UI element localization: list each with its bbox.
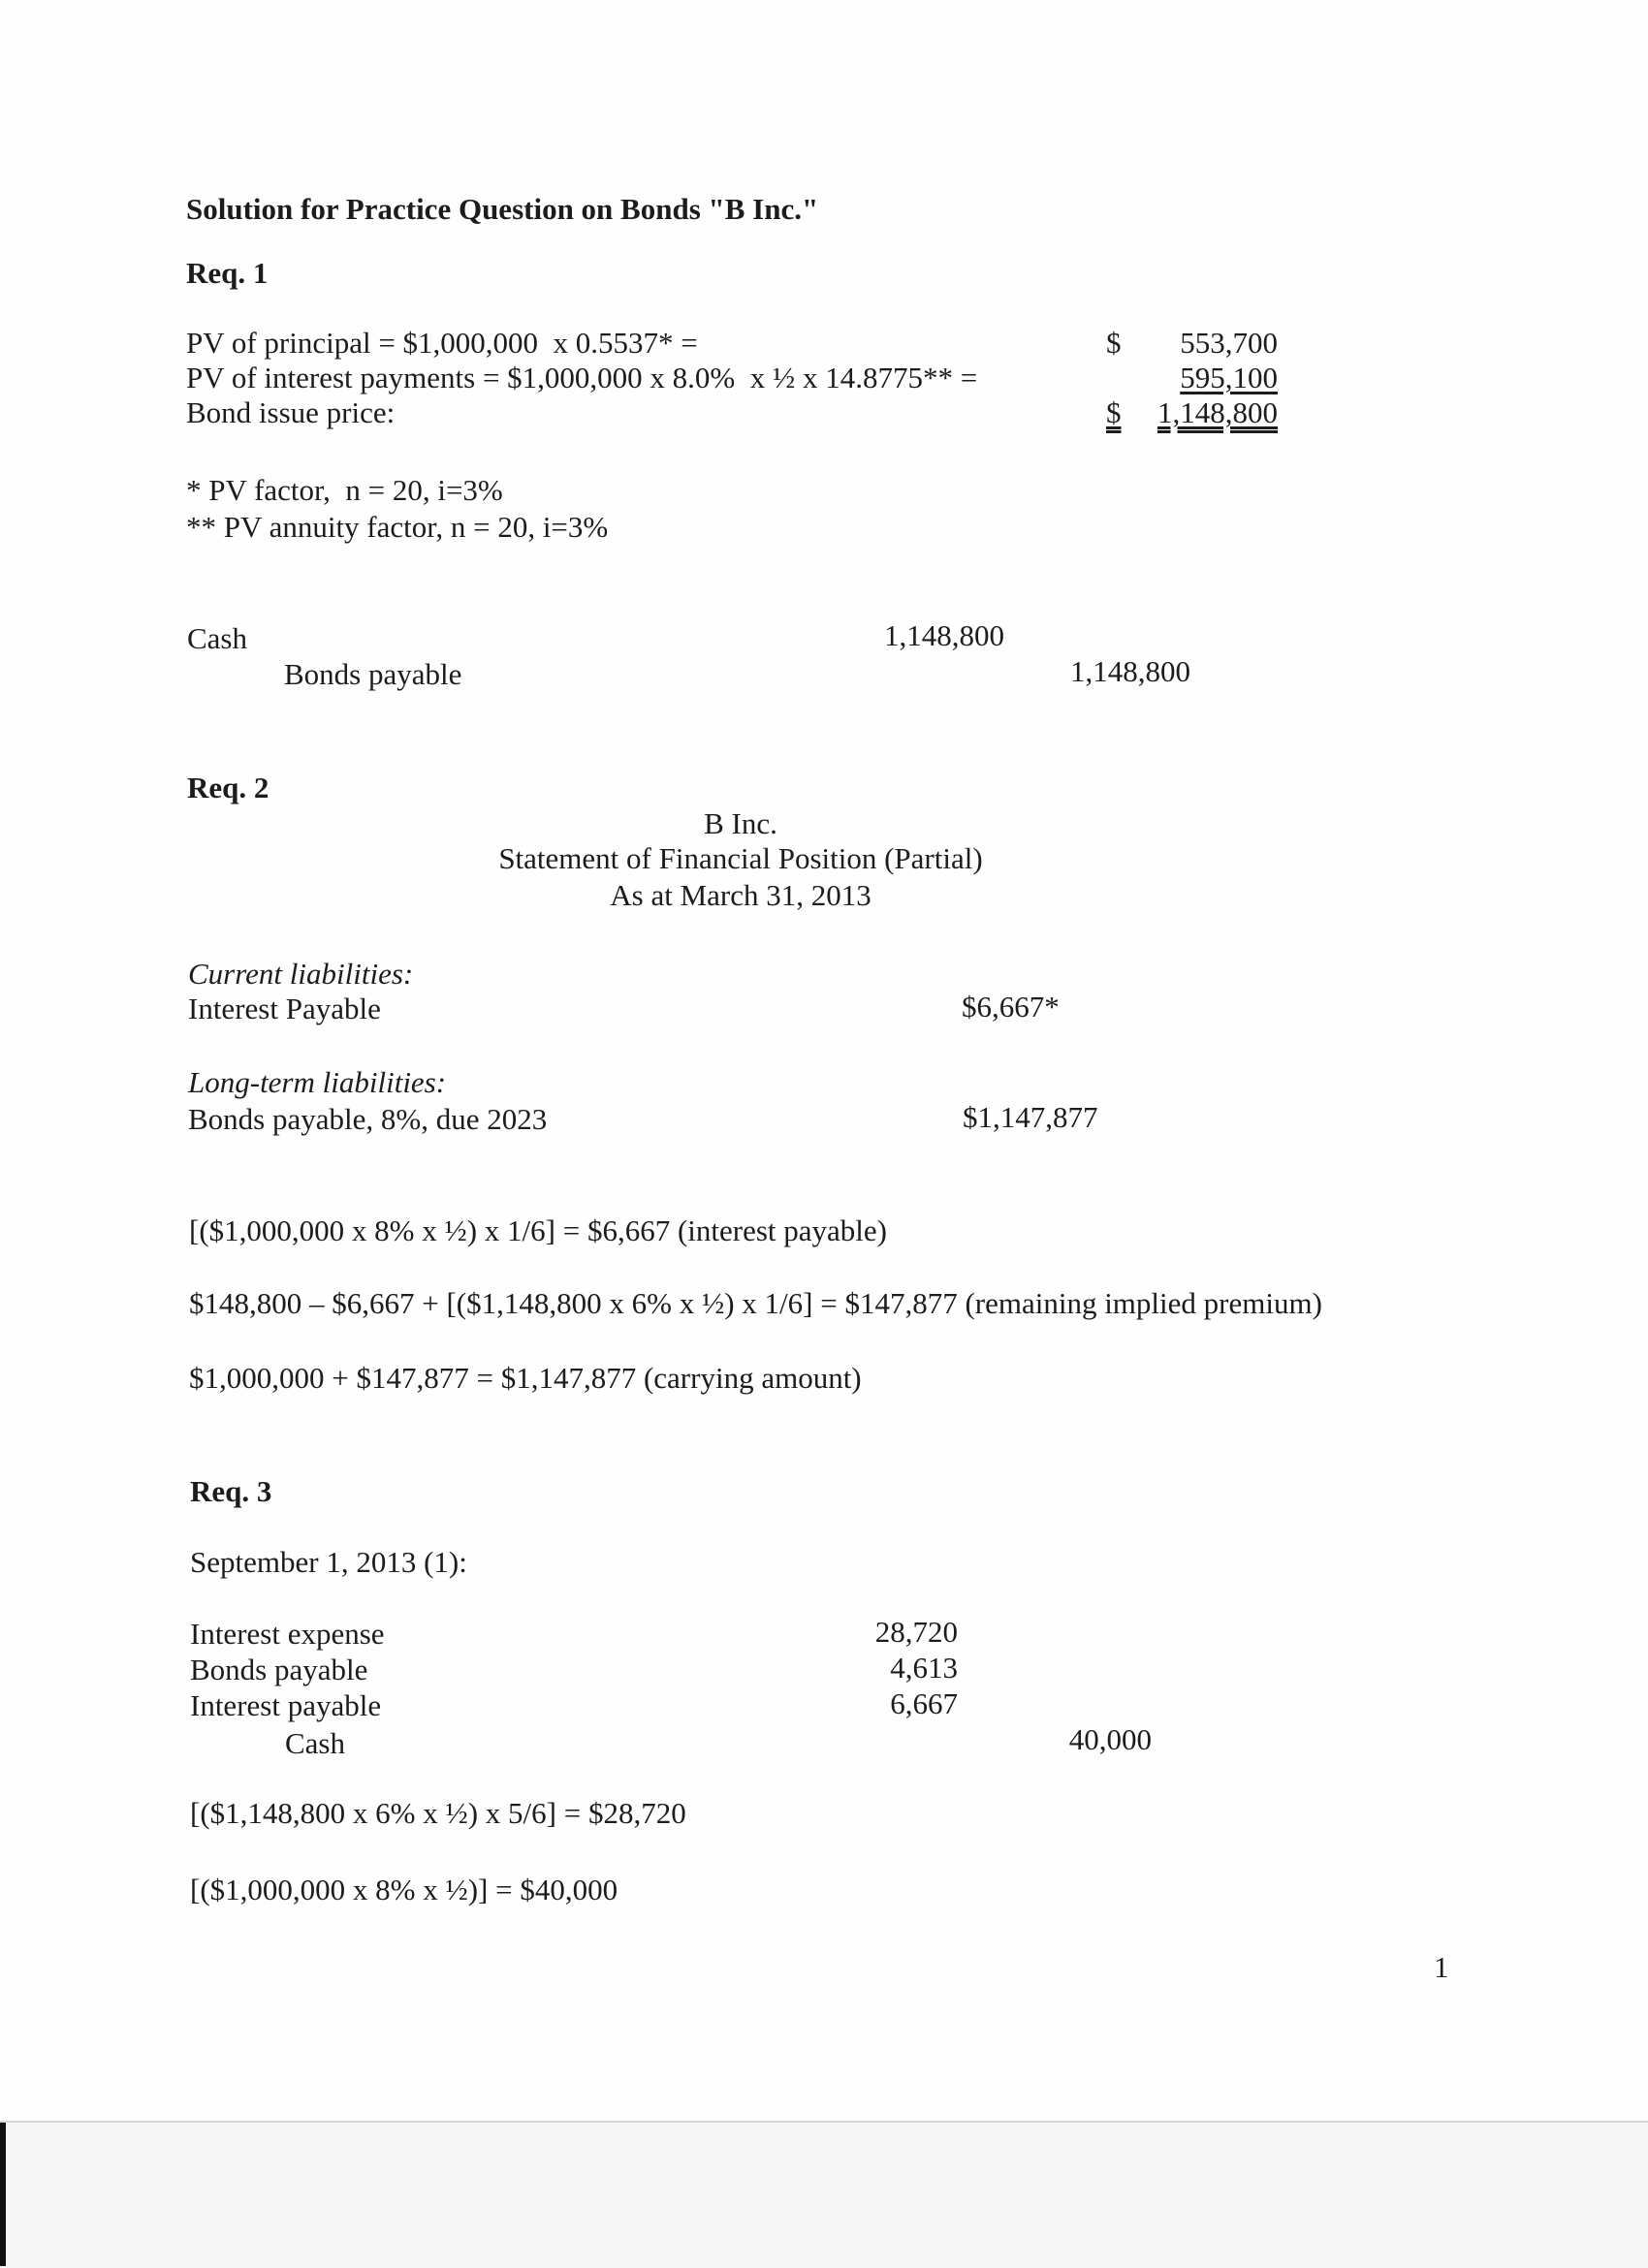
interest-payable-amount: $6,667* [962, 990, 1060, 1024]
req3-heading: Req. 3 [190, 1474, 272, 1508]
req1-heading: Req. 1 [186, 256, 269, 290]
req3-entry-interest-expense-debit: 28,720 [874, 1615, 958, 1649]
bonds-payable-amount: $1,147,877 [963, 1100, 1098, 1134]
req2-heading: Req. 2 [187, 771, 269, 804]
req2-calc-remaining-premium: $148,800 – $6,667 + [($1,148,800 x 6% x ½) x 1/6] = $147,877 (remaining implied premium) [189, 1286, 1322, 1320]
req3-calc-interest-expense: [($1,148,800 x 6% x ½) x 5/6] = $28,720 [190, 1796, 686, 1830]
req3-entry-interest-payable: Interest payable [190, 1688, 382, 1722]
req3-date-line: September 1, 2013 (1): [190, 1545, 467, 1579]
interest-payable-item: Interest Payable [188, 992, 381, 1025]
current-liabilities-label: Current liabilities: [188, 957, 414, 991]
req1-footnote-annuity-factor: ** PV annuity factor, n = 20, i=3% [186, 510, 609, 544]
req3-entry-interest-expense: Interest expense [190, 1617, 385, 1651]
req1-row-interest-label: PV of interest payments = $1,000,000 x 8.0% x ½ x 14.8775** = [186, 361, 978, 394]
req1-row-issue-price-label: Bond issue price: [186, 395, 396, 429]
req3-entry-bonds-payable-debit: 4,613 [890, 1651, 958, 1685]
req1-footnote-pv-factor: * PV factor, n = 20, i=3% [186, 473, 503, 507]
req3-entry-interest-payable-debit: 6,667 [890, 1686, 958, 1720]
req1-row-principal-label: PV of principal = $1,000,000 x 0.5537* = [186, 326, 698, 360]
statement-name: Statement of Financial Position (Partial) [498, 841, 983, 875]
req2-calc-carrying-amount: $1,000,000 + $147,877 = $1,147,877 (carrying amount) [189, 1361, 862, 1395]
req3-entry-cash-credit: 40,000 [1068, 1722, 1152, 1756]
req1-entry-debit-amount: 1,148,800 [884, 618, 1004, 652]
req1-entry-credit-account: Bonds payable [284, 657, 462, 691]
req1-entry-debit-account: Cash [187, 621, 247, 655]
req1-row-interest-amount: 595,100 [1180, 361, 1278, 394]
req1-row-issue-price-amount: 1,148,800 [1157, 395, 1278, 429]
scanner-bed-strip [0, 2121, 1648, 2268]
document-title: Solution for Practice Question on Bonds "B Inc." [186, 192, 819, 226]
bonds-payable-item: Bonds payable, 8%, due 2023 [188, 1102, 548, 1136]
req2-calc-interest-payable: [($1,000,000 x 8% x ½) x 1/6] = $6,667 (interest payable) [189, 1213, 887, 1247]
req1-entry-credit-amount: 1,148,800 [1070, 654, 1190, 688]
statement-company: B Inc. [704, 806, 777, 840]
req3-calc-cash: [($1,000,000 x 8% x ½)] = $40,000 [190, 1873, 618, 1906]
page-number: 1 [1434, 1950, 1449, 1984]
scanner-edge [0, 2123, 6, 2266]
req3-entry-bonds-payable: Bonds payable [190, 1653, 368, 1686]
req1-row-issue-price-currency: $ [1106, 395, 1122, 429]
longterm-liabilities-label: Long-term liabilities: [188, 1065, 447, 1099]
statement-date: As at March 31, 2013 [610, 878, 872, 912]
req1-row-principal-amount: 553,700 [1180, 326, 1278, 360]
req1-row-principal-currency: $ [1106, 326, 1122, 360]
req3-entry-cash: Cash [285, 1726, 345, 1760]
